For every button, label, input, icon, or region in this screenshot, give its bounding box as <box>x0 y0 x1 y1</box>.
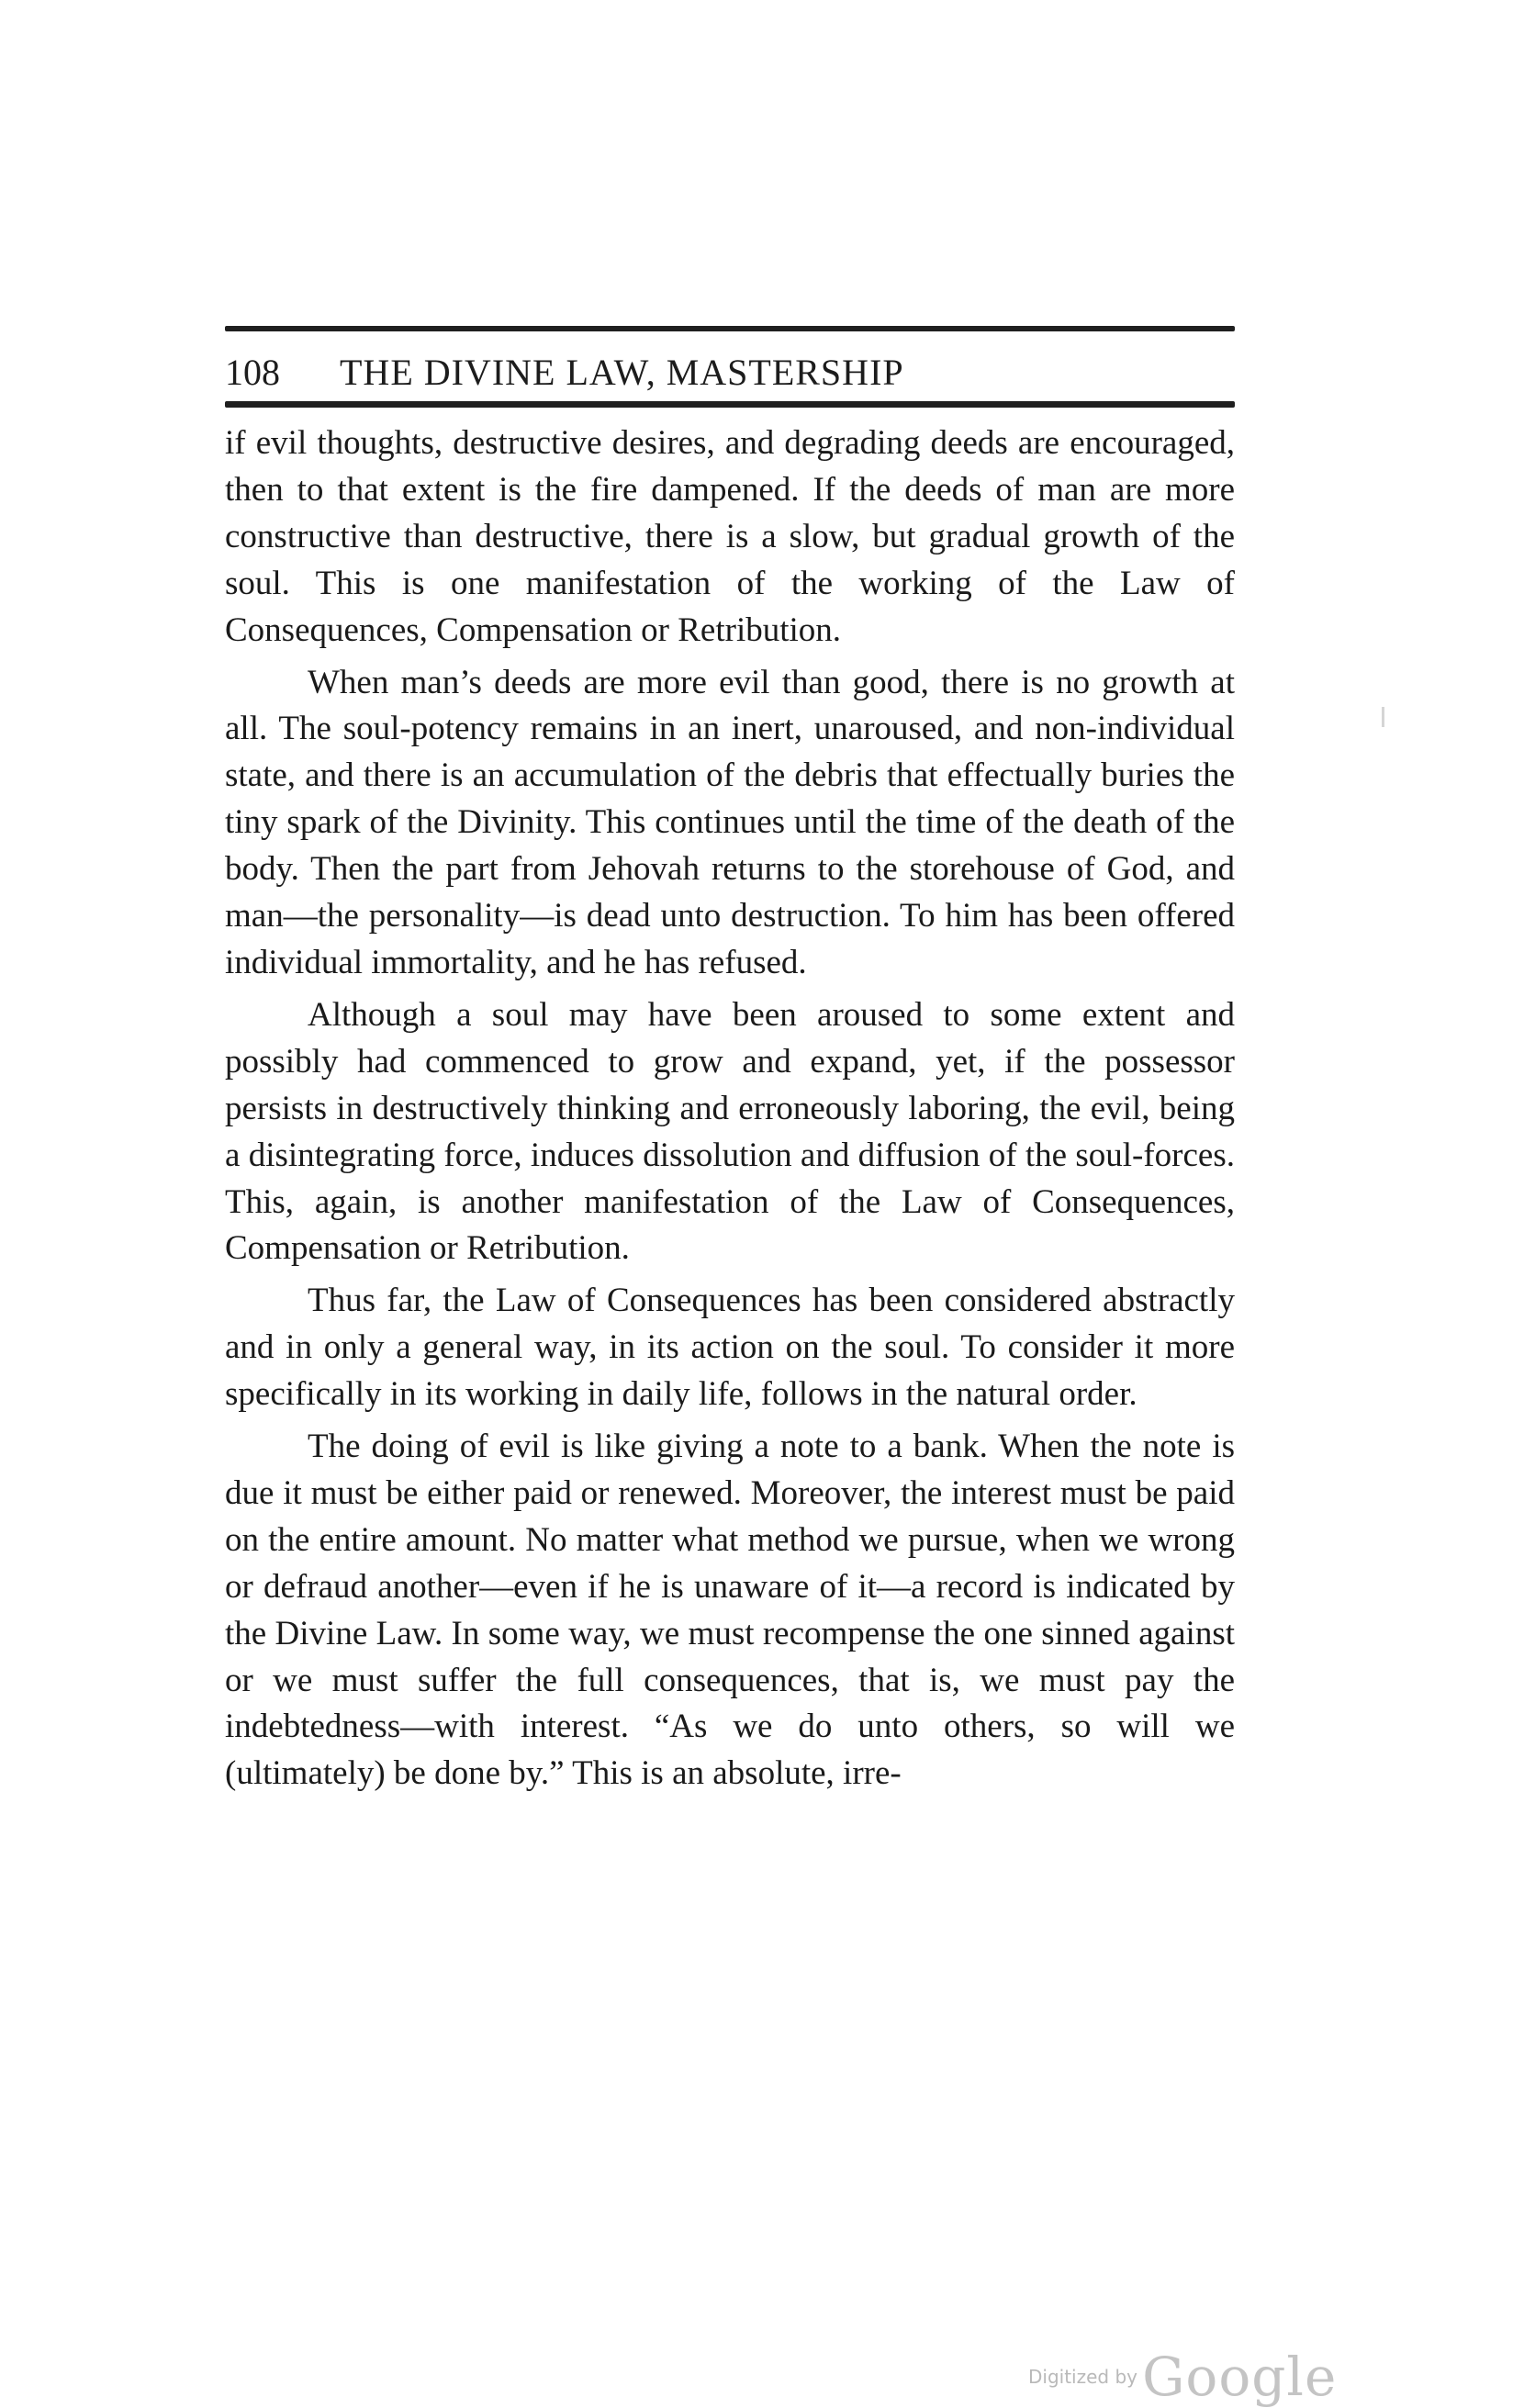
digitized-watermark <box>1028 2346 1337 2408</box>
header-rule-bottom <box>225 401 1235 408</box>
scan-speck <box>1382 707 1384 727</box>
page-number: 108 <box>225 352 280 393</box>
header-rule-top <box>225 326 1235 331</box>
paragraph-5: The doing of evil is like giving a note to a bank. When the note is due it must be either paid or renewed. Moreover, the interest must be paid on the entire amount. No matter what method we pursue, when we wrong or defraud another—even if he is unaware of it—a record is indicated by the Divine Law. In some way, we must recompense the one sinned against or we must suffer the full consequences, that is, we must pay the indebtedness—with interest. “As we do unto others, so will we (ultimately) be done by.” This is an absolute, irre- <box>225 1428 1235 1793</box>
running-header <box>225 345 1235 400</box>
paragraph-1: if evil thoughts, destructive desires, and degrading deeds are encouraged, then to that extent is the fire dampened. If the deeds of man are more constructive than destructive, there is a slow, but gradual growth of the soul. This is one manifestation of the working of the Law of Consequences, Compensation or Retribution. <box>225 424 1235 649</box>
paragraph-2: When man’s deeds are more evil than good, there is no growth at all. The soul-potency remains in an inert, unaroused, and non-individual state, and there is an accumulation of the debris that effectually buries the tiny spark of the Divinity. This continues until the time of the death of the body. Then the part from Jehovah returns to the storehouse of God, and man—the personality—is dead unto destruction. To him has been offered individual immortality, and he has refused. <box>225 663 1235 981</box>
watermark-prefix: Digitized by <box>1028 2366 1137 2388</box>
body-text <box>225 420 1235 1798</box>
paragraph-4: Thus far, the Law of Consequences has been considered abstractly and in only a general way, in its action on the soul. To consider it more specifically in its working in daily life, follows in the natural order. <box>225 1282 1235 1414</box>
paragraph-3: Although a soul may have been aroused to some extent and possibly had commenced to grow and expand, yet, if the possessor persists in destructively thinking and erroneously laboring, the evil, being a disintegrating force, induces dissolution and diffusion of the soul-forces. This, again, is another manifestation of the Law of Consequences, Compensation or Retribution. <box>225 995 1235 1268</box>
watermark-brand-logo: Google <box>1142 2346 1338 2408</box>
running-title: THE DIVINE LAW, MASTERSHIP <box>340 352 904 393</box>
